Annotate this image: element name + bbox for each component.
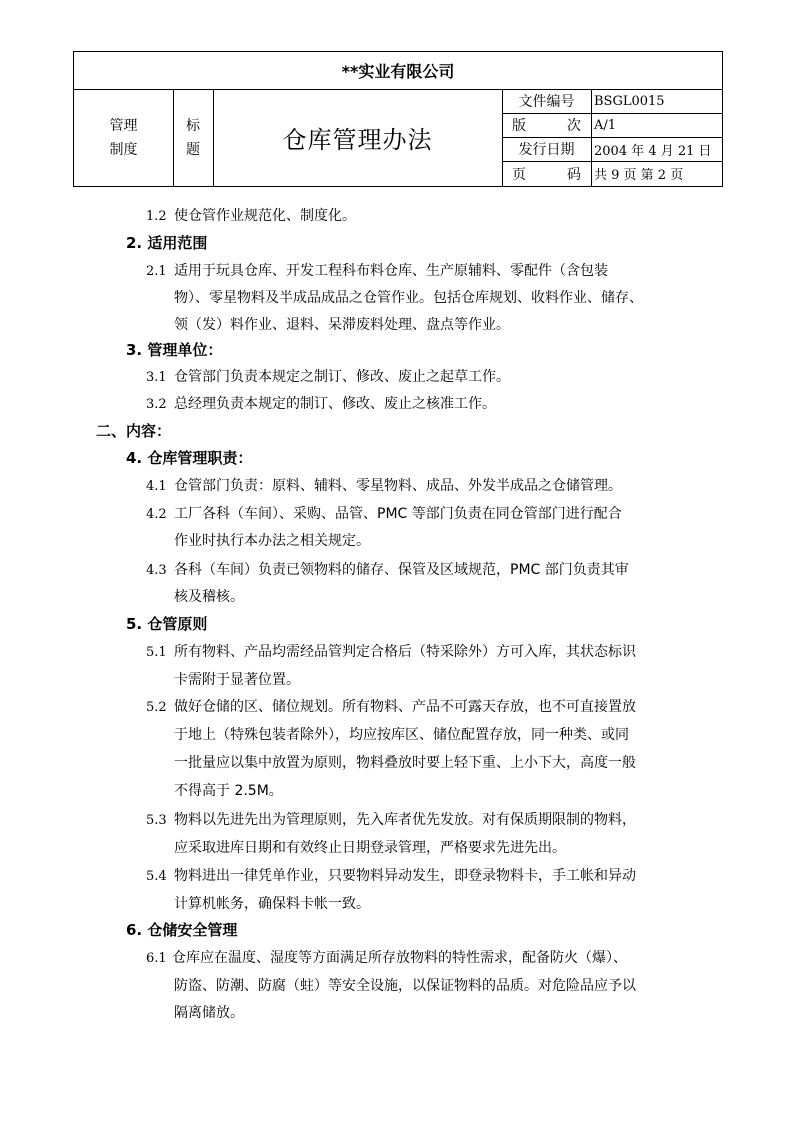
clause-5-1-cont: 卡需附于显著位置。: [174, 672, 300, 688]
clause-5-2-cont: 一批量应以集中放置为原则，物料叠放时要上轻下重、上小下大，高度一般: [174, 755, 636, 771]
clause-6-1-cont: 隔离储放。: [174, 1005, 244, 1021]
meta-key: 页 码: [502, 161, 592, 186]
clause-5-4-cont: 计算机帐务，确保料卡帐一致。: [174, 896, 370, 912]
category-line-2: 制度: [109, 141, 138, 158]
clause-2-1-cont: 领（发）料作业、退料、呆滞废料处理、盘点等作业。: [174, 317, 510, 333]
meta-row-version: [502, 113, 722, 138]
meta-key: 文件编号: [502, 89, 592, 113]
document-header-table: [73, 51, 723, 187]
heading-management-unit: 3. 管理单位：: [126, 341, 223, 359]
heading-safety: 6. 仓储安全管理: [126, 921, 238, 939]
clause-5-1: 5.1 所有物料、产品均需经品管判定合格后（特采除外）方可入库，其状态标识: [146, 644, 636, 660]
company-name: **实业有限公司: [74, 52, 722, 90]
meta-row-issue-date: [502, 137, 722, 162]
clause-4-3: 4.3 各科（车间）负责已领物料的储存、保管及区域规范，PMC 部门负责其审: [146, 562, 629, 578]
clause-5-4: 5.4 物料进出一律凭单作业，只要物料异动发生，即登录物料卡，手工帐和异动: [146, 868, 636, 884]
title-label-line-1: 标: [186, 117, 200, 134]
clause-5-2-cont: 不得高于 2.5M。: [174, 783, 283, 799]
meta-row-doc-number: [502, 89, 722, 114]
heading-principles: 5. 仓管原则: [126, 615, 208, 633]
clause-2-1: 2.1 适用于玩具仓库、开发工程科布料仓库、生产原辅料、零配件（含包装: [146, 263, 608, 279]
clause-1-2: 1.2 使仓管作业规范化、制度化。: [146, 208, 356, 224]
category-line-1: 管理: [109, 117, 138, 134]
clause-6-1: 6.1 仓库应在温度、湿度等方面满足所存放物料的特性需求，配备防火（爆）、: [146, 950, 627, 966]
clause-5-2: 5.2 做好仓储的区、储位规划。所有物料、产品不可露天存放，也不可直接置放: [146, 699, 636, 715]
category-cell: [74, 89, 174, 186]
meta-value: BSGL0015: [594, 93, 665, 109]
clause-3-2: 3.2 总经理负责本规定的制订、修改、废止之核准工作。: [146, 396, 496, 412]
title-label-cell: [173, 89, 214, 186]
title-label-line-2: 题: [186, 141, 200, 158]
clause-4-2: 4.2 工厂各科（车间）、采购、品管、PMC 等部门负责在同仓管部门进行配合: [146, 506, 622, 522]
heading-scope: 2. 适用范围: [126, 234, 208, 252]
clause-6-1-cont: 防盗、防潮、防腐（蛀）等安全设施，以保证物料的品质。对危险品应予以: [174, 978, 636, 994]
clause-4-3-cont: 核及稽核。: [174, 589, 244, 605]
clause-2-1-cont: 物）、零星物料及半成品成品之仓管作业。包括仓库规划、收料作业、储存、: [174, 290, 643, 306]
clause-4-2-cont: 作业时执行本办法之相关规定。: [174, 533, 370, 549]
clause-5-2-cont: 于地上（特殊包装者除外），均应按库区、储位配置存放，同一种类、或同: [174, 727, 629, 743]
section-content: 二、内容：: [96, 422, 172, 440]
meta-value: A/1: [594, 117, 617, 133]
document-title: 仓库管理办法: [213, 89, 503, 186]
heading-responsibilities: 4. 仓库管理职责：: [126, 449, 253, 467]
clause-5-3: 5.3 物料以先进先出为管理原则，先入库者优先发放。对有保质期限制的物料，: [146, 812, 636, 828]
clause-4-1: 4.1 仓管部门负责：原料、辅料、零星物料、成品、外发半成品之仓储管理。: [146, 478, 622, 494]
clause-3-1: 3.1 仓管部门负责本规定之制订、修改、废止之起草工作。: [146, 369, 510, 385]
meta-value: 2004 年 4 月 21 日: [594, 143, 712, 159]
clause-5-3-cont: 应采取进库日期和有效终止日期登录管理，严格要求先进先出。: [174, 840, 566, 856]
meta-key: 发行日期: [502, 137, 592, 161]
document-meta: [502, 89, 722, 186]
meta-row-page: [502, 161, 722, 186]
meta-value: 共 9 页 第 2 页: [594, 168, 684, 183]
meta-key: 版 次: [502, 113, 592, 137]
